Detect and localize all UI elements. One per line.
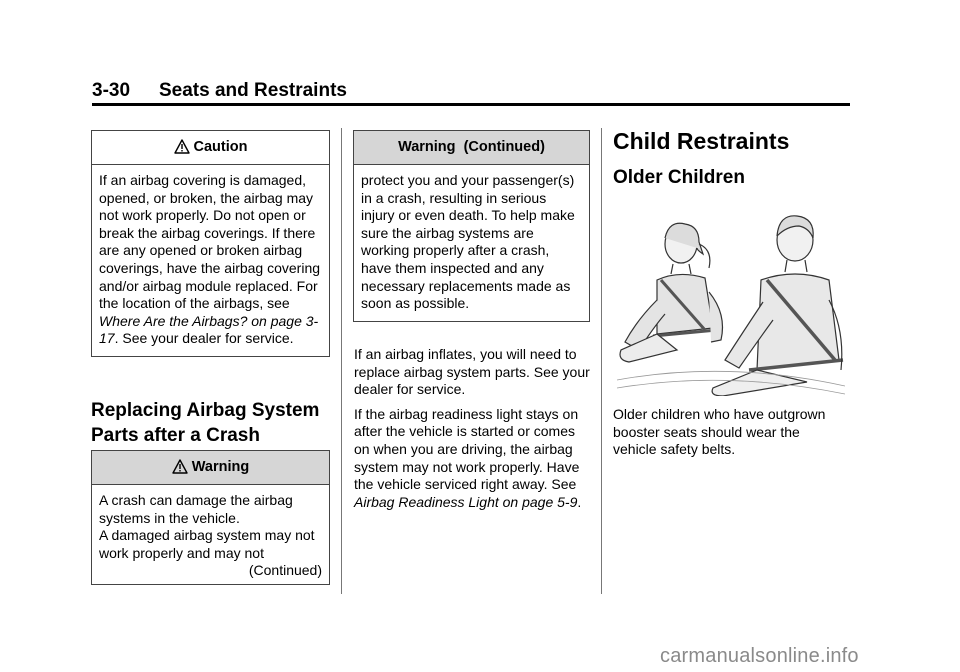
paragraph: If an airbag inflates, you will need to replace airbag system parts. See your dealer for service.: [354, 346, 590, 398]
warning-body: [92, 485, 329, 584]
warning-line: A damaged airbag system may not work properly and may not: [99, 527, 315, 561]
section-title: Seats and Restraints: [159, 80, 347, 101]
warning-triangle-icon: [172, 459, 188, 474]
warning-title: Warning: [191, 459, 250, 475]
warning-line: A crash can damage the airbag systems in the vehicle.: [99, 492, 293, 526]
watermark: carmanualsonline.info: [660, 645, 859, 667]
caution-text: If an airbag covering is damaged, opened, or broken, the airbag may not work properly. Do not open or break the airbag coverings. If there are any opened or broken airbag coverings, have the airbag covering and/or airbag module replaced. For the location of the airbags, see: [99, 172, 321, 312]
children-seatbelt-illustration: [617, 210, 845, 396]
caution-text-tail: . See your dealer for service.: [114, 330, 294, 347]
caution-title: Caution: [193, 139, 248, 155]
warning-box: [91, 450, 330, 585]
warning-continued-box: [353, 130, 590, 322]
heading-line: Replacing Airbag System: [91, 400, 320, 421]
caution-triangle-icon: [174, 139, 190, 154]
warning-continued-body: [354, 165, 589, 321]
column-divider: [601, 128, 602, 594]
section-heading-replacing: [91, 398, 336, 448]
warning-continued-header: [354, 131, 589, 165]
header-rule: [92, 103, 850, 106]
caption-text: Older children who have outgrown booster seats should wear the vehicle safety belts.: [613, 406, 826, 458]
middle-text: [354, 346, 592, 511]
continued-label: (Continued): [248, 562, 322, 579]
warning-continued-text: protect you and your passenger(s) in a crash, resulting in serious injury or even death. To help make sure the airbag systems are working properly after a crash, have them inspected and any necessary replacements made as soon as possible.: [361, 172, 575, 312]
chapter-heading: Child Restraints: [613, 128, 790, 154]
warning-box-header: [92, 451, 329, 485]
caution-xref[interactable]: Where Are the Airbags? on page 3-17: [99, 312, 319, 347]
paragraph: [354, 406, 592, 512]
column-divider: [341, 128, 342, 594]
caution-box: [91, 130, 330, 357]
caution-body: [92, 165, 329, 356]
airbag-light-xref[interactable]: Airbag Readiness Light on page 5-9: [354, 493, 578, 510]
older-children-caption: [613, 406, 838, 459]
warning-continued-title: Warning (Continued): [398, 139, 545, 155]
page-header: [92, 78, 850, 104]
page-number: 3-30: [92, 80, 131, 101]
caution-box-header: [92, 131, 329, 165]
paragraph-tail: .: [577, 493, 582, 510]
paragraph-text: If the airbag readiness light stays on after the vehicle is started or comes on when you are driving, the airbag system may not work properly. Have the vehicle serviced right away. See: [354, 405, 580, 493]
subsection-heading: Older Children: [613, 167, 745, 188]
heading-line: Parts after a Crash: [91, 425, 260, 446]
